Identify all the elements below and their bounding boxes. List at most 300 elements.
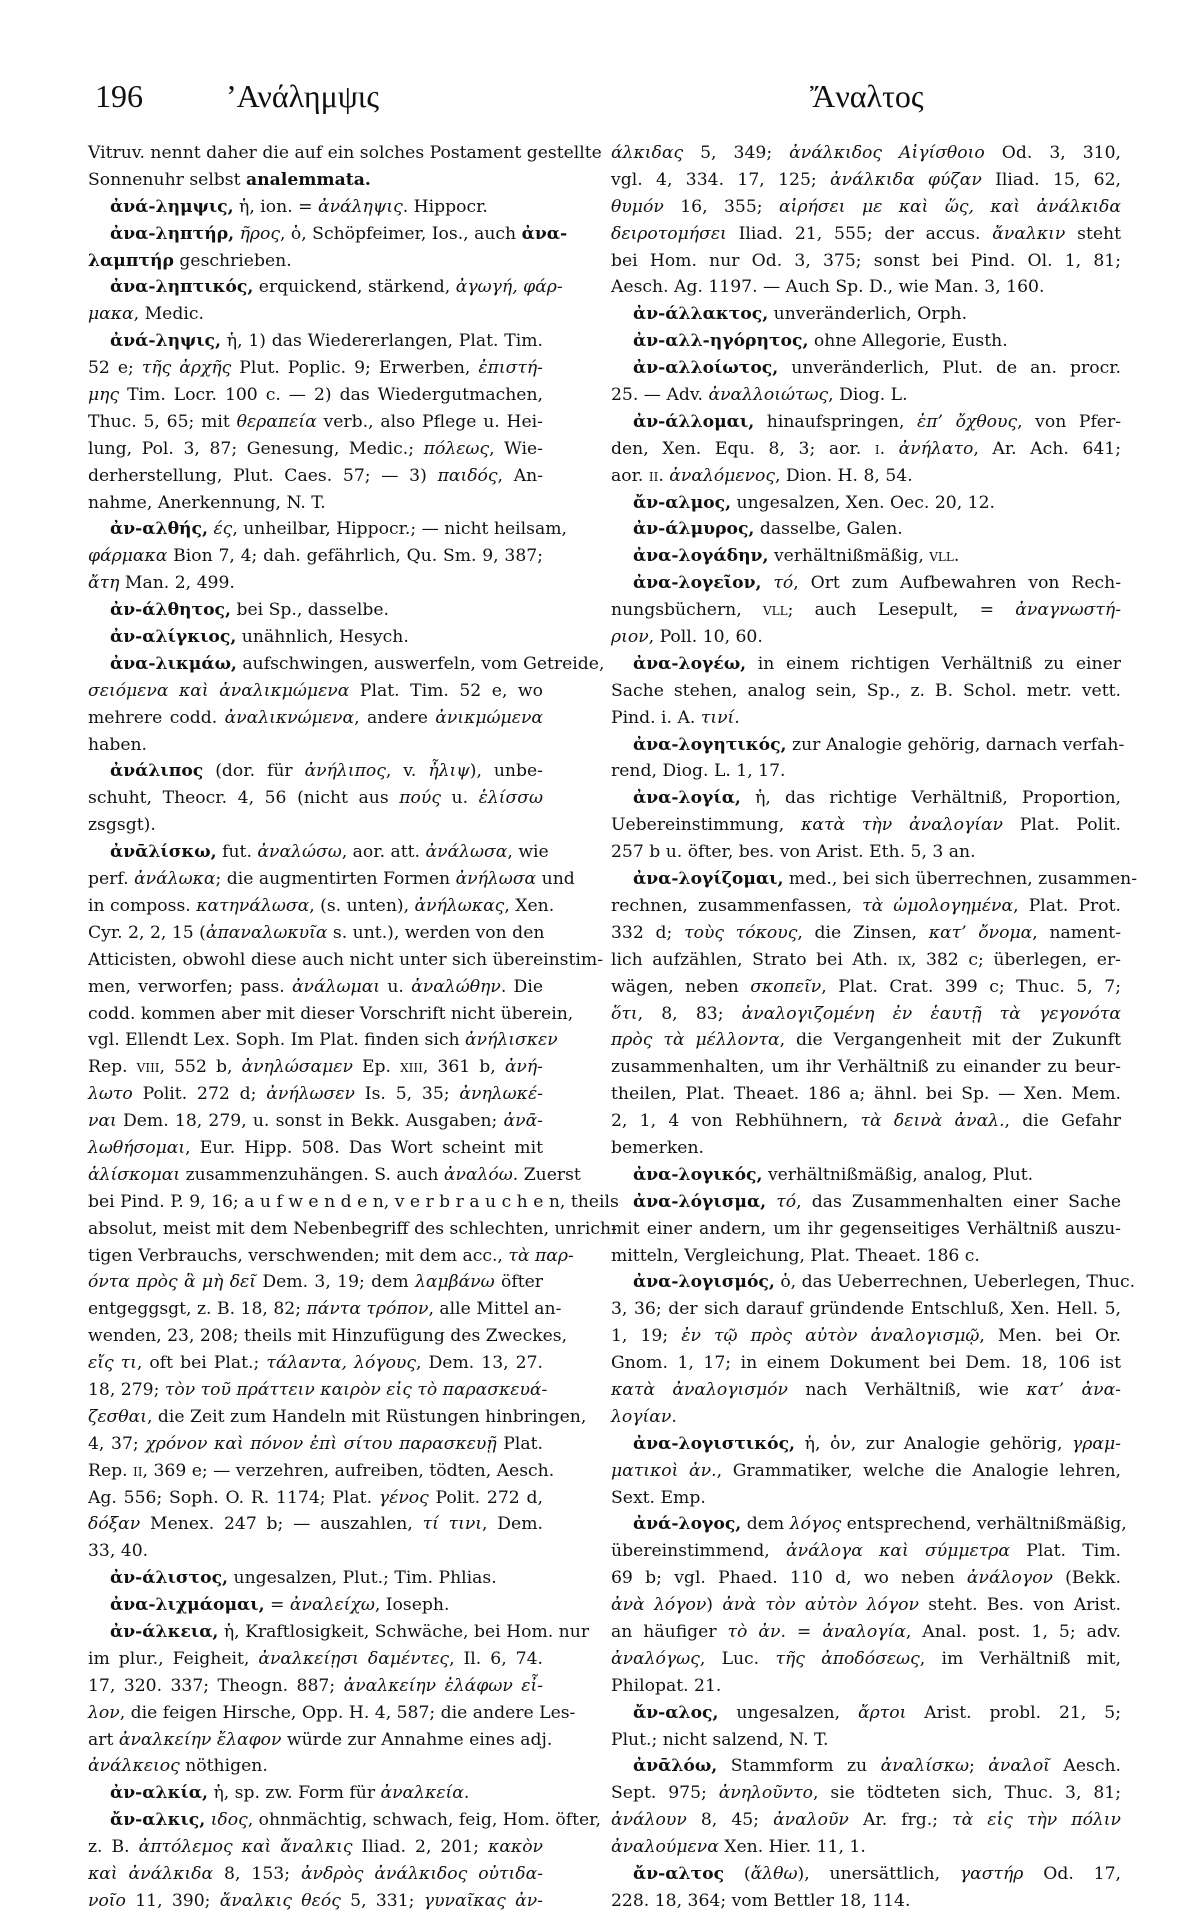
greek-citation: κατ’ ὄνομα — [928, 922, 1033, 943]
definition-text: Plat. Polit. — [1003, 815, 1121, 836]
text-line — [88, 758, 543, 785]
definition-text: ἡ, das richtige Verhältniß, Proportion, — [740, 788, 1121, 809]
text-line — [611, 1377, 1121, 1404]
definition-text: entgeggsgt, z. B. 18, 82; — [88, 1299, 307, 1320]
definition-text: , Medic. — [133, 304, 204, 325]
definition-text: , Plat. Crat. 399 c; Thuc. 5, 7; — [821, 976, 1121, 997]
definition-text: zusammenzuhängen. S. auch — [180, 1164, 444, 1185]
headword: ἀνα-λογέω, — [633, 653, 747, 674]
greek-citation: ἀναλκείην ἔλαφον — [118, 1729, 282, 1750]
greek-citation: ἀναλογιζομένη ἐν ἑαυτῇ τὰ γεγονότα — [741, 1003, 1121, 1024]
text-line — [88, 1216, 617, 1243]
text-line — [88, 301, 543, 328]
definition-text: Plat. Tim. 52 e, wo — [349, 680, 543, 701]
headword: ἀν-άλμυρος, — [633, 519, 755, 540]
text-line — [611, 1700, 1121, 1727]
definition-text: , Il. 6, 74. — [449, 1648, 543, 1669]
definition-text: Polit. 272 d, — [428, 1487, 543, 1508]
greek-citation: λωτο — [88, 1084, 133, 1105]
definition-text: , Grammatiker, welche die Analogie lehren, — [716, 1460, 1121, 1481]
greek-citation: λαμβάνω — [414, 1272, 495, 1293]
definition-text: dem — [741, 1514, 790, 1535]
definition-text: 8, 45; — [686, 1810, 774, 1831]
definition-text: 2, 1, 4 von Rebhühnern, — [611, 1111, 861, 1132]
definition-text: (Bekk. — [1052, 1568, 1121, 1589]
text-line — [611, 1834, 1121, 1861]
greek-citation: δόξαν — [88, 1514, 141, 1535]
headword: ἀν-αλλ-ηγόρητος, — [633, 331, 809, 352]
headword: ἄν-αλκις, — [110, 1810, 206, 1831]
text-line — [611, 328, 1121, 355]
headword: ἀν-άλλακτος, — [633, 304, 769, 325]
definition-text: ungesalzen, — [718, 1702, 859, 1723]
definition-text: nach Verhältniß, wie — [787, 1379, 1027, 1400]
headword: ἀν-άλλομαι, — [633, 411, 755, 432]
definition-text: , Ar. Ach. 641; — [973, 438, 1121, 459]
definition-text: Uebereinstimmung, — [611, 815, 802, 836]
definition-text: bei Sp., dasselbe. — [231, 600, 389, 621]
headword: ἀν-αλίγκιος, — [110, 627, 237, 648]
greek-citation: κατ’ ἀνα- — [1026, 1379, 1121, 1400]
greek-citation: ἀνικμώμενα — [435, 707, 543, 728]
text-line — [88, 463, 543, 490]
definition-text — [762, 573, 774, 593]
text-line — [611, 1619, 1121, 1646]
greek-citation: τῆς ἀποδόσεως — [775, 1648, 920, 1669]
text-line — [88, 1189, 619, 1216]
headword: ἀνάλιπος — [110, 761, 204, 782]
text-line — [611, 167, 1121, 194]
definition-text: mit einer andern, um ihr gegenseitiges Verhältniß auszu- — [611, 1218, 1121, 1239]
text-line — [88, 570, 543, 597]
text-line — [88, 274, 563, 301]
definition-text: verb., also Pflege u. Hei- — [316, 411, 543, 432]
definition-text: , die Vergangenheit mit der Zukunft — [779, 1030, 1121, 1051]
greek-citation: ἀναλώθην — [411, 976, 501, 997]
text-line — [611, 409, 1121, 436]
text-line — [611, 1189, 1121, 1216]
text-line — [611, 1108, 1121, 1135]
headword: ἀν-αλθής, — [110, 519, 208, 540]
definition-text: perf. — [88, 869, 135, 890]
definition-text: ( — [724, 1864, 751, 1884]
headword: ἀν-αλλοίωτος, — [633, 358, 779, 379]
greek-citation: ἀνᾱ- — [503, 1111, 543, 1132]
text-line — [88, 1807, 601, 1834]
text-line — [88, 785, 543, 812]
definition-text: Thuc. 5, 65; mit — [88, 411, 237, 432]
text-line — [88, 1565, 543, 1592]
definition-text: Od. 17, — [1023, 1864, 1121, 1884]
definition-text: . — [671, 1406, 677, 1427]
greek-citation: θυμόν — [611, 196, 664, 217]
headword: ἀνα-λόγισμα, — [633, 1191, 767, 1212]
definition-text: , ὁ, Schöpfeimer, Ios., auch — [279, 223, 522, 244]
text-line — [88, 1350, 543, 1377]
text-line — [611, 893, 1121, 920]
definition-text: nöthigen. — [179, 1756, 268, 1777]
greek-citation: λον — [88, 1702, 120, 1723]
text-line — [611, 194, 1121, 221]
greek-citation: τάλαντα, λόγους — [266, 1353, 416, 1374]
definition-text: , Men. bei Or. — [979, 1326, 1121, 1347]
greek-citation: ἄλθω — [750, 1864, 798, 1884]
greek-citation: τὰ παρ- — [508, 1245, 574, 1266]
definition-text: nungsbüchern, — [611, 600, 763, 621]
text-line — [611, 1216, 1121, 1243]
text-line — [611, 974, 1121, 1001]
roman-numeral: ix — [897, 949, 911, 970]
definition-text: mitteln, Vergleichung, Plat. Theaet. 186 c. — [611, 1245, 980, 1266]
definition-text: ἡ, ion. = — [233, 196, 318, 217]
text-line — [611, 516, 1121, 543]
definition-text: codd. kommen aber mit dieser Vorschrift nicht überein, — [88, 1003, 574, 1024]
definition-text: . — [879, 438, 899, 459]
text-line — [88, 812, 543, 839]
greek-citation: ἀνήλωσα — [455, 869, 537, 890]
roman-numeral: ii — [133, 1460, 143, 1481]
greek-citation: ἀνὰ λόγον — [611, 1595, 707, 1616]
right-running-headword: Ἄναλτος — [810, 78, 924, 114]
greek-citation: ματικοὶ ἀν. — [611, 1460, 717, 1481]
greek-citation: ἀνάλκειος — [88, 1756, 180, 1777]
greek-citation: μης — [88, 385, 120, 406]
text-line — [88, 140, 602, 167]
text-line — [88, 1296, 562, 1323]
definition-text: verhältnißmäßig, — [768, 546, 930, 567]
definition-text: in composs. — [88, 895, 197, 916]
headword: ἄν-αλος, — [633, 1702, 719, 1723]
definition-text: tigen Verbrauchs, verschwenden; mit dem acc., — [88, 1245, 509, 1266]
greek-citation: ἀναλόμενος — [669, 465, 775, 486]
text-line — [611, 1727, 1121, 1754]
definition-text: , Dem. — [482, 1514, 543, 1535]
text-line — [88, 1753, 543, 1780]
greek-citation: τὸν τοῦ πράττειν καιρὸν εἰς τὸ παρασκευά- — [164, 1379, 548, 1400]
text-line — [611, 1162, 1121, 1189]
definition-text: Aesch. Ag. 1197. — Auch Sp. D., wie Man. 3, 160. — [611, 277, 1045, 298]
definition-text: . — [734, 707, 740, 728]
text-line — [88, 1538, 543, 1565]
text-line — [88, 1861, 543, 1888]
text-line — [88, 1323, 568, 1350]
definition-text: dasselbe, Galen. — [754, 519, 903, 540]
definition-text: Pind. i. A. — [611, 707, 701, 728]
text-line — [88, 678, 543, 705]
greek-citation: ἀναγνωστή- — [1015, 600, 1122, 621]
text-line — [611, 463, 1121, 490]
left-text-column — [88, 140, 619, 1915]
text-line — [611, 1027, 1121, 1054]
greek-citation: κακὸν — [488, 1837, 543, 1858]
definition-text: unveränderlich, Plut. de an. procr. — [778, 358, 1121, 379]
definition-text: fut. — [216, 842, 258, 863]
definition-text: , 552 b, — [159, 1057, 242, 1078]
greek-citation: ἀναλούμενα — [611, 1837, 719, 1858]
definition-text: Atticisten, obwohl diese auch nicht unter sich übereinstim- — [88, 949, 604, 970]
greek-citation: ἀνάληψις — [318, 196, 403, 217]
greek-citation: πάντα τρόπον — [306, 1299, 429, 1320]
definition-text: ἡ, Kraftlosigkeit, Schwäche, bei Hom. nur — [218, 1621, 590, 1642]
text-line — [88, 1780, 543, 1807]
definition-text: , alle Mittel an- — [428, 1299, 562, 1320]
greek-citation: ἀνὰ τὸν αὐτὸν λόγον — [722, 1595, 919, 1616]
headword: ἀνα-λογισμός, — [633, 1272, 775, 1293]
greek-citation: λογίαν — [611, 1406, 672, 1427]
definition-text: , 369 e; — verzehren, aufreiben, tödten, Aesch. — [142, 1460, 555, 1481]
headword: ἀνά-λογος, — [633, 1514, 742, 1535]
greek-citation: ἄρτοι — [858, 1702, 907, 1723]
definition-text: , Xen. — [504, 895, 555, 916]
text-line — [611, 920, 1121, 947]
definition-text: Plut.; nicht salzend, N. T. — [611, 1729, 829, 1750]
greek-citation: ἀνήλωκας — [414, 895, 505, 916]
greek-citation: ἐπιστή- — [478, 358, 543, 379]
greek-citation: ἀνάλκιδα φύζαν — [830, 169, 982, 190]
definition-text: 17, 320. 337; Theogn. 887; — [88, 1675, 344, 1696]
greek-citation: ἀνήλατο — [898, 438, 974, 459]
headword: ἀνα-λογητικός, — [633, 734, 787, 755]
definition-text: Dem. 3, 19; dem — [256, 1272, 415, 1293]
definition-text: , 361 b, — [422, 1057, 505, 1078]
definition-text: mehrere codd. — [88, 707, 225, 728]
text-line — [611, 785, 1121, 812]
text-line — [611, 1001, 1121, 1028]
definition-text: , die Zinsen, — [797, 922, 929, 943]
definition-text: , die Zeit zum Handeln mit Rüstungen hinbringen, — [146, 1406, 587, 1427]
definition-text: geschrieben. — [173, 250, 292, 271]
definition-text: 8, 153; — [213, 1864, 301, 1884]
greek-citation: άλκιδας — [611, 143, 684, 163]
definition-text: 3, 36; der sich darauf gründende Entschluß, Xen. Hell. 5, — [611, 1299, 1121, 1320]
definition-text: , im Verhältniß mit, — [919, 1648, 1121, 1669]
text-line — [88, 1431, 543, 1458]
headword: ἀνα-λογία, — [633, 788, 741, 809]
text-line — [611, 1081, 1121, 1108]
text-line — [88, 1054, 543, 1081]
text-line — [611, 355, 1121, 382]
greek-citation: ἀναλλοιώτως — [708, 385, 829, 406]
definition-text: ; die augmentirten Formen — [215, 869, 456, 890]
definition-text: Plut. Poplic. 9; Erwerben, — [231, 358, 479, 379]
headword: ἀνα-λιχμάομαι, — [110, 1595, 265, 1616]
definition-text: zur Analogie gehörig, darnach verfah- — [786, 734, 1125, 755]
text-line — [88, 490, 543, 517]
headword: ἀνα-λικμάω, — [110, 653, 237, 674]
definition-text: Man. 2, 499. — [119, 573, 235, 594]
definition-text: , nament- — [1032, 922, 1122, 943]
definition-text: 33, 40. — [88, 1541, 149, 1562]
text-line — [611, 678, 1121, 705]
text-line — [611, 274, 1121, 301]
definition-text: öfter — [494, 1272, 543, 1293]
definition-text: Bion 7, 4; dah. gefährlich, Qu. Sm. 9, 387; — [167, 546, 543, 567]
greek-citation: ῆρος — [239, 223, 280, 244]
greek-citation: ἀνάλογον — [966, 1568, 1053, 1589]
text-line — [611, 1646, 1121, 1673]
definition-text: Cyr. 2, 2, 15 ( — [88, 922, 206, 943]
greek-citation: ζεσθαι — [88, 1406, 147, 1427]
greek-citation: ἐν τῷ πρὸς αὐτὸν ἀναλογισμῷ — [681, 1326, 980, 1347]
text-line — [88, 1485, 543, 1512]
headword: ἀν-άλκεια, — [110, 1621, 219, 1642]
text-line — [611, 1054, 1121, 1081]
definition-text: unveränderlich, Orph. — [768, 304, 968, 325]
text-line — [611, 1269, 1136, 1296]
definition-text: Iliad. 15, 62, — [981, 169, 1122, 190]
text-line — [88, 1081, 543, 1108]
definition-text: , Ioseph. — [374, 1595, 450, 1616]
roman-numeral: viii — [136, 1057, 160, 1078]
headword: ἀν-άλιστος, — [110, 1568, 229, 1589]
text-line — [88, 1619, 590, 1646]
definition-text: Plat. — [496, 1433, 543, 1454]
text-line — [88, 1888, 543, 1915]
definition-text: Ep. — [352, 1057, 401, 1078]
text-line — [611, 221, 1121, 248]
text-line — [611, 947, 1121, 974]
text-line — [611, 1135, 1121, 1162]
definition-text: Gnom. 1, 17; in einem Dokument bei Dem. 18, 106 ist — [611, 1353, 1121, 1374]
definition-text: Polit. 272 d; — [132, 1084, 267, 1105]
text-line — [611, 705, 1121, 732]
greek-citation: ἀνάλουν — [611, 1810, 687, 1831]
definition-text: rechnen, zusammenfassen, — [611, 895, 863, 916]
definition-text: , Wie- — [489, 438, 543, 459]
definition-text: Tim. Locr. 100 c. — 2) das Wiedergutmachen, — [119, 385, 543, 406]
text-line — [611, 651, 1121, 678]
definition-text: , 382 c; überlegen, er- — [910, 949, 1121, 970]
headword: analemmata. — [246, 169, 371, 190]
definition-text: würde zur Annahme eines adj. — [281, 1729, 553, 1750]
greek-citation: ἀγωγή, φάρ- — [455, 277, 563, 298]
text-line — [88, 1700, 576, 1727]
text-line — [611, 1753, 1121, 1780]
text-line — [611, 570, 1121, 597]
definition-text: , Luc. — [699, 1648, 776, 1669]
definition-text: , Ort zum Aufbewahren von Rech- — [793, 573, 1121, 594]
definition-text: = — [785, 1621, 823, 1642]
text-line — [611, 490, 1121, 517]
definition-text: = — [264, 1595, 290, 1616]
text-line — [88, 1646, 543, 1673]
text-line — [611, 1431, 1121, 1458]
text-line — [88, 1027, 558, 1054]
greek-citation: ἀνάλογα καὶ σύμμετρα — [786, 1541, 1010, 1562]
text-line — [88, 1243, 574, 1270]
greek-citation: τινί — [700, 707, 735, 728]
greek-citation: ἄναλκις θεός — [219, 1890, 341, 1911]
definition-text: haben. — [88, 734, 148, 755]
definition-text: , Dion. H. 8, 54. — [775, 465, 913, 486]
roman-numeral: vll — [762, 600, 788, 621]
text-line — [88, 436, 543, 463]
text-line — [611, 1538, 1121, 1565]
definition-text: men, verworfen; pass. — [88, 976, 292, 997]
definition-text: (dor. für — [203, 761, 305, 782]
definition-text: , v. — [385, 761, 429, 782]
greek-citation: τό — [776, 1191, 797, 1212]
definition-text: und — [536, 869, 575, 890]
text-line — [88, 974, 543, 1001]
greek-citation: ἀνάλωμαι — [291, 976, 381, 997]
definition-text: art — [88, 1729, 119, 1750]
headword: ἀνᾱλόω, — [633, 1756, 718, 1777]
greek-citation: καὶ ἀνάλκιδα — [88, 1864, 214, 1884]
definition-text: vgl. Ellendt Lex. Soph. Im Plat. finden sich — [88, 1030, 466, 1051]
greek-citation: ἀνήλωσεν — [266, 1084, 355, 1105]
greek-citation: ἀνάλκιδος Αἰγίσθοιο — [789, 143, 985, 163]
definition-text: den, Xen. Equ. 8, 3; aor. — [611, 438, 875, 459]
definition-text: wenden, 23, 208; theils mit Hinzufügung des Zweckes, — [88, 1326, 568, 1347]
text-line — [611, 248, 1121, 275]
definition-text: hinaufspringen, — [754, 411, 917, 432]
definition-text: , das Zusammenhalten einer Sache — [796, 1191, 1122, 1212]
definition-text: , An- — [497, 465, 544, 486]
definition-text: , Poll. 10, 60. — [648, 627, 763, 648]
greek-citation: ἀναλογία — [822, 1621, 906, 1642]
definition-text: s. unt.), werden von den — [327, 922, 545, 943]
definition-text: 228. 18, 364; vom Bettler 18, 114. — [611, 1890, 911, 1911]
definition-text: Ag. 556; Soph. O. R. 1174; Plat. — [88, 1487, 379, 1508]
roman-numeral: vll — [929, 546, 954, 567]
definition-text: theilen, Plat. Theaet. 186 a; ähnl. bei Sp. — Xen. Mem. — [611, 1084, 1121, 1105]
greek-citation: ἄτη — [88, 573, 120, 594]
text-line — [611, 1565, 1121, 1592]
text-line — [611, 1296, 1121, 1323]
text-line — [88, 221, 568, 248]
greek-citation: ἀναλόω — [443, 1164, 513, 1185]
greek-citation: ἁλίσκομαι — [88, 1164, 181, 1185]
text-line — [88, 1834, 543, 1861]
definition-text: entsprechend, verhältnißmäßig, — [841, 1514, 1127, 1535]
text-line — [611, 1780, 1121, 1807]
definition-text: ; — [968, 1756, 989, 1777]
headword: ἀνα-ληπτικός, — [110, 277, 254, 298]
greek-citation: ἀναλόγως — [611, 1648, 700, 1669]
definition-text: verhältnißmäßig, analog, Plut. — [762, 1164, 1034, 1185]
definition-text: , ohnmächtig, schwach, feig, Hom. öfter, — [247, 1810, 601, 1831]
definition-text: ), unersättlich, — [797, 1864, 960, 1884]
definition-text: unähnlich, Hesych. — [236, 627, 409, 648]
greek-citation: πόλεως — [423, 438, 490, 459]
greek-citation: θεραπεία — [236, 411, 317, 432]
definition-text: bemerken. — [611, 1137, 704, 1158]
definition-text: nahme, Anerkennung, N. T. — [88, 492, 326, 513]
greek-citation: τὰ ὡμολογημένα — [862, 895, 1014, 916]
definition-text: Arist. probl. 21, 5; — [906, 1702, 1121, 1723]
definition-text: ) — [706, 1595, 723, 1616]
headword: ἀνα- — [521, 223, 568, 244]
text-line — [88, 1162, 581, 1189]
greek-citation: παιδός — [437, 465, 498, 486]
text-line — [611, 1888, 1121, 1915]
greek-citation: ἑλίσσω — [478, 788, 543, 809]
definition-text: . — [953, 546, 960, 567]
definition-text: wägen, neben — [611, 976, 751, 997]
greek-citation: τὰ δεινὰ ἀναλ. — [860, 1111, 1005, 1132]
definition-text: , aor. att. — [341, 842, 426, 863]
definition-text: . Zuerst — [512, 1164, 581, 1185]
definition-text: Sache stehen, analog sein, Sp., z. B. Schol. metr. vett. — [611, 680, 1121, 701]
text-line — [611, 1511, 1127, 1538]
greek-citation: τὸ ἀν. — [727, 1621, 786, 1642]
definition-text: Philopat. 21. — [611, 1675, 722, 1696]
definition-text: ; auch Lesepult, = — [787, 600, 1016, 621]
greek-citation: γένος — [378, 1487, 429, 1508]
definition-text: derherstellung, Plut. Caes. 57; — 3) — [88, 465, 438, 486]
definition-text: Xen. Hier. 11, 1. — [718, 1837, 866, 1858]
